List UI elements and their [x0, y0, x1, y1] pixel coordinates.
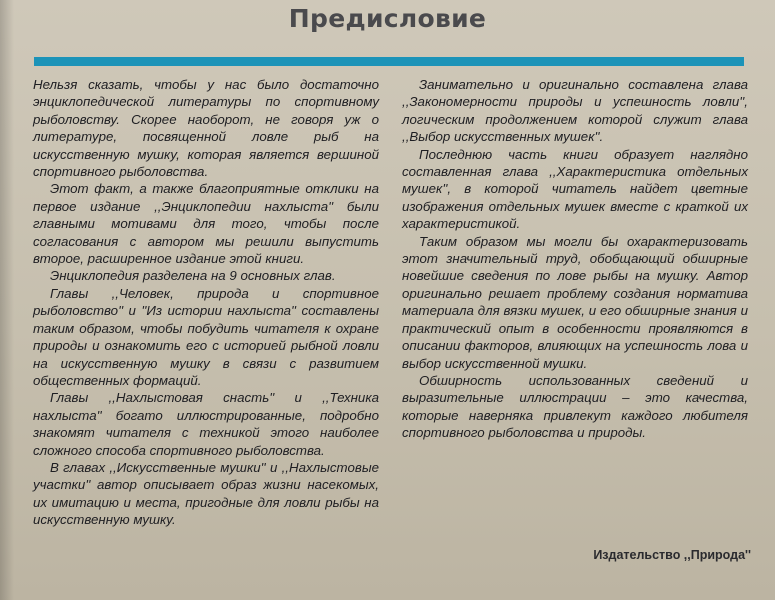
paragraph: Этот факт, а также благоприятные отклики на первое издание ,,Энциклопедии нахлыста'' были главными мотивами для того, чтобы после согласования с автором мы решили выпустить второе, расширенное издание этой книги. [33, 181, 379, 267]
page-title: Предисловие [288, 4, 487, 33]
paragraph: Энциклопедия разделена на 9 основных глав. [50, 268, 336, 284]
left-column [33, 76, 379, 529]
paragraph: Таким образом мы могли бы охарактеризовать этот значительный труд, обобщающий обширные новейшие сведения по лове рыбы на мушку. Автор оригинально решает проблему создания норматива материала для вязки мушек, и его обширные знания и практический опыт в особенности проявляются в описании факторов, влияющих на успешность лова и выбор искусственной мушки. [402, 233, 748, 371]
paragraph: Главы ,,Нахлыстовая снасть'' и ,,Техника нахлыста'' богато иллюстрированные, подробно знакомят читателя с техникой этого наиболее сложного способа спортивного рыболовства. [33, 390, 379, 458]
paragraph: Обширность использованных сведений и выразительные иллюстрации – это качества, которые наверняка привлекут каждого любителя спортивного рыболовства и природы. [402, 372, 748, 441]
right-column [402, 76, 748, 442]
paragraph: В главах ,,Искусственные мушки'' и ,,Нахлыстовые участки'' автор описывает образ жизни насекомых, их имитацию и места, пригодные для ловли рыбы на искусственную мушку. [33, 459, 379, 528]
paragraph: Занимательно и оригинально составлена глава ,,Закономерности природы и успешность ловли'', логическим продолжением которой служит глава ,,Выбор искусственных мушек''. [402, 77, 748, 145]
title-rule [34, 57, 744, 66]
paragraph: Последнюю часть книги образует наглядно составленная глава ,,Характеристика отдельных мушек'', в которой читатель найдет цветные изображения отдельных мушек вместе с краткой их характеристикой. [402, 146, 748, 232]
paragraph: Нельзя сказать, чтобы у нас было достаточно энциклопедической литературы по спортивному рыболовству. Скорее наоборот, не говоря уж о литературе, посвященной ловле рыб на искусственную мушку, которая является вершиной спортивного рыболовства. [33, 77, 379, 180]
paragraph: Главы ,,Человек, природа и спортивное рыболовство'' и ''Из истории нахлыста'' составлены таким образом, чтобы побудить читателя к охране природы и ознакомить его с историей рыбной ловли на искусственную мушку в связи с развитием общественных формаций. [33, 285, 379, 388]
publisher-signature: Издательство ,,Природа'' [593, 548, 751, 562]
